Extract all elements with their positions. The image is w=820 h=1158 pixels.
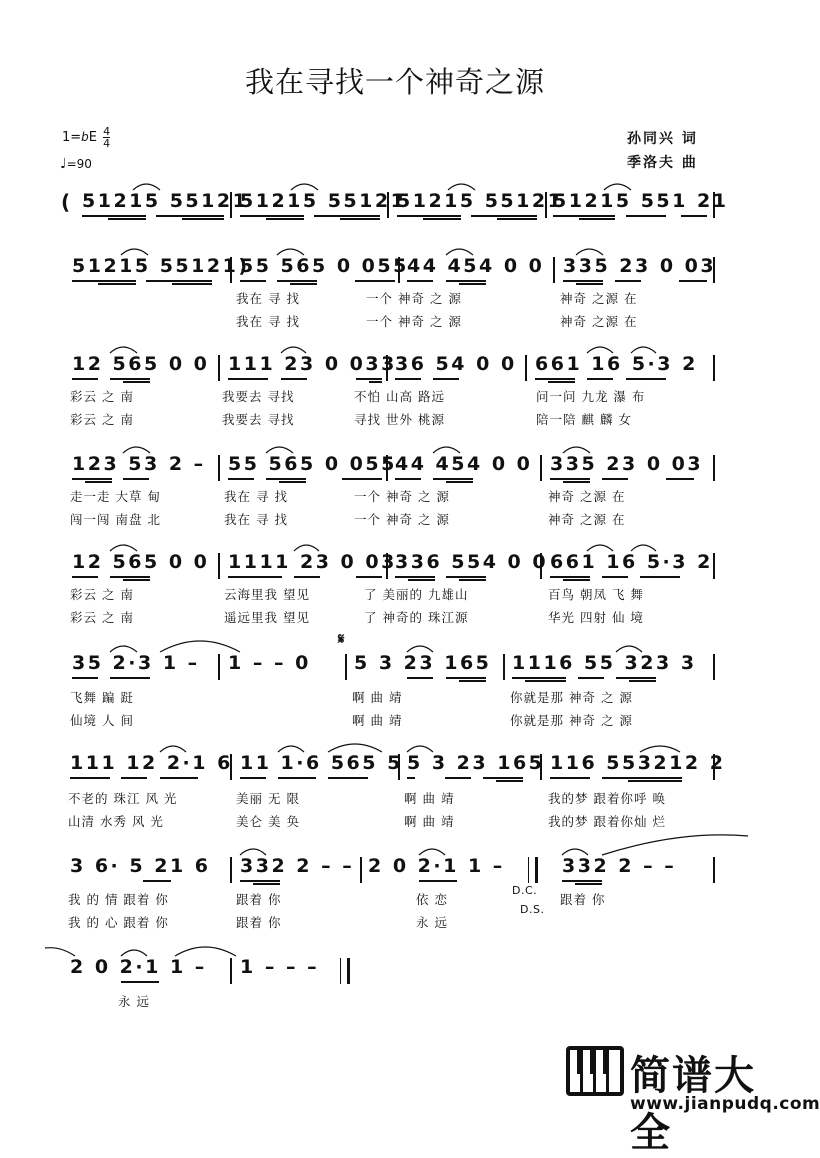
final-barline xyxy=(340,958,350,984)
beam-underline xyxy=(182,218,224,220)
lyric-line: 啊 曲 靖 xyxy=(404,791,455,806)
lyric-line: 了 美丽的 九雄山 xyxy=(364,587,469,602)
staff-line-8 xyxy=(0,855,790,935)
beam-underline xyxy=(266,218,304,220)
logo-text: 简谱大全 xyxy=(630,1053,756,1156)
lyric-line: 彩云 之 南 xyxy=(70,587,134,602)
beam-underline xyxy=(497,218,537,220)
beam-underline xyxy=(397,215,461,217)
beam-underline xyxy=(228,576,282,578)
tempo-marking: ♩=90 xyxy=(60,156,92,172)
beam-underline xyxy=(681,215,707,217)
measure: 51215 55121) xyxy=(72,255,250,277)
staff-line-6 xyxy=(0,630,790,732)
beam-underline xyxy=(72,478,112,480)
beam-underline xyxy=(72,677,98,679)
measure: 661 16 5·3 2 xyxy=(550,551,713,573)
beam-underline xyxy=(407,677,433,679)
lyric-line: 遥远里我 望见 xyxy=(224,610,310,625)
piano-icon xyxy=(566,1046,624,1096)
beam-underline xyxy=(496,780,523,782)
beam-underline xyxy=(290,283,317,285)
lyric-line: 彩云 之 南 xyxy=(70,412,134,427)
measure: 51215 551 21 xyxy=(553,190,729,212)
beam-underline xyxy=(342,478,382,480)
barline xyxy=(360,857,362,883)
beam-underline xyxy=(563,481,590,483)
beam-underline xyxy=(626,215,666,217)
beam-underline xyxy=(240,215,304,217)
beam-underline xyxy=(629,680,656,682)
lyric-line: 仙境 人 间 xyxy=(70,713,134,728)
lyric-line: 彩云 之 南 xyxy=(70,610,134,625)
lyric-line: 云海里我 望见 xyxy=(224,587,310,602)
barline xyxy=(230,958,232,984)
beam-underline xyxy=(512,677,566,679)
beam-underline xyxy=(253,883,280,885)
measure: 335 23 0 03 xyxy=(550,453,704,475)
beam-underline xyxy=(602,777,682,779)
beam-underline xyxy=(602,576,628,578)
lyric-line: 神奇 之源 在 xyxy=(560,314,638,329)
beam-underline xyxy=(640,576,680,578)
lyric-line: 陪一陪 麒 麟 女 xyxy=(536,412,632,427)
barline xyxy=(713,455,715,481)
beam-underline xyxy=(156,215,224,217)
flat-sign: b xyxy=(81,130,89,144)
key-signature: $1=bE \frac{4}{4}$ xyxy=(62,125,111,150)
measure: 36 54 0 0 xyxy=(395,353,517,375)
beam-underline xyxy=(563,579,590,581)
beam-underline xyxy=(369,381,382,383)
lyric-line: 依 恋 xyxy=(416,892,448,907)
beam-underline xyxy=(266,478,306,480)
measure: 55 565 0 055 xyxy=(240,255,409,277)
barline xyxy=(345,654,347,680)
beam-underline xyxy=(407,280,433,282)
lyric-line: 跟着 你 xyxy=(236,892,282,907)
beam-underline xyxy=(82,215,146,217)
beam-underline xyxy=(395,378,421,380)
beam-underline xyxy=(356,378,382,380)
beam-underline xyxy=(121,981,159,983)
beam-underline xyxy=(423,218,461,220)
measure: 5 3 23 165 xyxy=(407,752,545,774)
beam-underline xyxy=(314,215,380,217)
beam-underline xyxy=(562,880,602,882)
beam-underline xyxy=(446,481,473,483)
lyric-line: 我要去 寻找 xyxy=(222,412,295,427)
beam-underline xyxy=(146,280,212,282)
lyric-line: 不怕 山高 路远 xyxy=(354,389,445,404)
staff-line-1 xyxy=(0,190,790,254)
measure: 51215 55121 xyxy=(240,190,407,212)
beam-underline xyxy=(110,576,150,578)
beam-underline xyxy=(356,576,382,578)
beam-underline xyxy=(110,378,150,380)
beam-underline xyxy=(408,579,435,581)
logo-url: www.jianpudq.com xyxy=(630,1094,820,1114)
measure: 51215 55121 xyxy=(397,190,564,212)
beam-underline xyxy=(666,478,694,480)
beam-underline xyxy=(123,478,149,480)
beam-underline xyxy=(578,677,604,679)
barline xyxy=(218,455,220,481)
beam-underline xyxy=(277,280,317,282)
measure: 1116 55 323 3 xyxy=(512,652,697,674)
beam-underline xyxy=(471,215,537,217)
measure: 12 565 0 0 xyxy=(72,551,210,573)
lyric-line: 一个 神奇 之 源 xyxy=(354,489,450,504)
measure: 5 3 23 165 xyxy=(354,652,492,674)
beam-underline xyxy=(587,378,613,380)
beam-underline xyxy=(294,576,320,578)
beam-underline xyxy=(626,378,666,380)
beam-underline xyxy=(550,576,590,578)
measure: 332 2 – – xyxy=(562,855,677,877)
beam-underline xyxy=(419,880,457,882)
barline xyxy=(553,257,555,283)
beam-underline xyxy=(433,478,473,480)
beam-underline xyxy=(395,576,435,578)
lyric-line: 我在 寻 找 xyxy=(236,291,300,306)
lyric-line: 一个 神奇 之 源 xyxy=(354,512,450,527)
barline xyxy=(230,857,232,883)
dc-marking: D.C. xyxy=(512,884,538,897)
beam-underline xyxy=(240,880,280,882)
lyric-line: 神奇 之源 在 xyxy=(560,291,638,306)
beam-underline xyxy=(616,677,656,679)
beam-underline xyxy=(108,218,146,220)
measure: 11 1·6 565 5 xyxy=(240,752,403,774)
barline xyxy=(540,455,542,481)
lyric-line: 我在 寻 找 xyxy=(236,314,300,329)
beam-underline xyxy=(72,378,98,380)
beam-underline xyxy=(628,780,682,782)
lyric-line: 你就是那 神奇 之 源 xyxy=(510,713,633,728)
lyric-line: 我在 寻 找 xyxy=(224,489,288,504)
beam-underline xyxy=(355,280,395,282)
measure: 12 565 0 0 xyxy=(72,353,210,375)
beam-underline xyxy=(459,579,486,581)
beam-underline xyxy=(576,283,603,285)
staff-line-7 xyxy=(0,752,790,832)
measure: 332 2 – – xyxy=(240,855,355,877)
barline xyxy=(218,355,220,381)
beam-underline xyxy=(85,481,112,483)
lyric-line: 我在 寻 找 xyxy=(224,512,288,527)
beam-underline xyxy=(459,283,486,285)
lyric-line: 跟着 你 xyxy=(236,915,282,930)
beam-underline xyxy=(679,280,707,282)
lyric-line: 啊 曲 靖 xyxy=(404,814,455,829)
beam-underline xyxy=(121,777,147,779)
beam-underline xyxy=(143,880,171,882)
beam-underline xyxy=(228,378,268,380)
barline xyxy=(713,857,715,883)
beam-underline xyxy=(110,677,150,679)
beam-underline xyxy=(70,777,110,779)
lyric-line: 跟着 你 xyxy=(560,892,606,907)
staff-line-3 xyxy=(0,353,790,433)
beam-underline xyxy=(525,680,566,682)
beam-underline xyxy=(172,283,212,285)
beam-underline xyxy=(328,777,368,779)
staff-line-4 xyxy=(0,453,790,533)
segno-sign: 𝄋 xyxy=(338,630,345,648)
beam-underline xyxy=(278,777,316,779)
lyric-line: 我 的 情 跟着 你 xyxy=(68,892,169,907)
lyric-line: 永 远 xyxy=(416,915,448,930)
beam-underline xyxy=(72,576,98,578)
beam-underline xyxy=(550,777,590,779)
beam-underline xyxy=(548,381,575,383)
beam-underline xyxy=(395,478,421,480)
beam-underline xyxy=(550,478,590,480)
staff-line-5 xyxy=(0,551,790,631)
beam-underline xyxy=(240,777,266,779)
measure: 3 6· 5 21 6 xyxy=(70,855,211,877)
lyric-line: 问一问 九龙 瀑 布 xyxy=(536,389,646,404)
measure: 35 2·3 1 – xyxy=(72,652,200,674)
measure: 116 553212 2 xyxy=(550,752,726,774)
measure: 51215 55121 xyxy=(82,190,249,212)
lyric-line: 神奇 之源 在 xyxy=(548,512,626,527)
beam-underline xyxy=(563,280,603,282)
ds-marking: D.S. xyxy=(520,903,545,916)
beam-underline xyxy=(407,777,415,779)
lyric-line: 寻找 世外 桃源 xyxy=(354,412,445,427)
measure: 123 53 2 – xyxy=(72,453,206,475)
beam-underline xyxy=(446,677,486,679)
measure: 661 16 5·3 2 xyxy=(535,353,698,375)
measure: 1 – – – xyxy=(240,956,320,978)
barline xyxy=(713,553,715,579)
beam-underline xyxy=(459,680,486,682)
beam-underline xyxy=(553,215,615,217)
barline xyxy=(713,355,715,381)
measure: 335 23 0 03 xyxy=(563,255,717,277)
site-logo xyxy=(566,1046,820,1156)
beam-underline xyxy=(340,218,380,220)
lyric-line: 闯一闯 南盘 北 xyxy=(70,512,161,527)
measure: 44 454 0 0 xyxy=(395,453,533,475)
beam-underline xyxy=(433,378,459,380)
beam-underline xyxy=(281,378,307,380)
barline xyxy=(218,654,220,680)
lyric-line: 不老的 珠江 风 光 xyxy=(68,791,178,806)
lyric-line: 百鸟 朝凤 飞 舞 xyxy=(548,587,644,602)
barline xyxy=(713,654,715,680)
lyric-line: 啊 曲 靖 xyxy=(352,690,403,705)
beam-underline xyxy=(160,777,198,779)
lyric-line: 飞舞 蹁 跹 xyxy=(70,690,134,705)
lyric-line: 我的梦 跟着你呼 唤 xyxy=(548,791,666,806)
beam-underline xyxy=(535,378,575,380)
beam-underline xyxy=(240,280,266,282)
beam-underline xyxy=(445,777,471,779)
measure: 336 554 0 0 xyxy=(395,551,549,573)
lyric-line: 我要去 寻找 xyxy=(222,389,295,404)
lyric-line: 一个 神奇 之 源 xyxy=(366,314,462,329)
time-signature: $\frac{4}{4}$ xyxy=(103,125,111,150)
lyric-line: 神奇 之源 在 xyxy=(548,489,626,504)
measure: 2 0 2·1 1 – xyxy=(368,855,505,877)
lyric-line: 山清 水秀 风 光 xyxy=(68,814,164,829)
lyric-line: 彩云 之 南 xyxy=(70,389,134,404)
barline xyxy=(218,553,220,579)
song-title: 我在寻找一个神奇之源 xyxy=(244,65,545,99)
beam-underline xyxy=(98,283,136,285)
lyricist-credit: 孙同兴 词 xyxy=(627,131,698,147)
measure: 44 454 0 0 xyxy=(407,255,545,277)
lyric-line: 我 的 心 跟着 你 xyxy=(68,915,169,930)
lyric-line: 啊 曲 靖 xyxy=(352,713,403,728)
composer-credit: 季洛夫 曲 xyxy=(627,155,698,171)
open-paren: ( xyxy=(61,190,71,214)
measure: 1 – – 0 xyxy=(228,652,311,674)
measure: 111 12 2·1 6 xyxy=(70,752,233,774)
barline xyxy=(525,355,527,381)
beam-underline xyxy=(575,883,602,885)
beam-underline xyxy=(279,481,306,483)
lyric-line: 你就是那 神奇 之 源 xyxy=(510,690,633,705)
lyric-line: 走一走 大草 甸 xyxy=(70,489,161,504)
beam-underline xyxy=(615,280,641,282)
staff-line-2 xyxy=(0,255,790,335)
lyric-line: 了 神奇的 珠江源 xyxy=(364,610,469,625)
beam-underline xyxy=(579,218,615,220)
measure: 1111 23 0 03 xyxy=(228,551,397,573)
staff-line-9 xyxy=(0,956,790,1016)
lyric-line: 一个 神奇 之 源 xyxy=(366,291,462,306)
beam-underline xyxy=(72,280,136,282)
barline xyxy=(503,654,505,680)
lyric-line: 华光 四射 仙 境 xyxy=(548,610,644,625)
measure: 2 0 2·1 1 – xyxy=(70,956,207,978)
double-barline xyxy=(528,857,538,883)
beam-underline xyxy=(446,280,486,282)
lyric-line: 美仑 美 奂 xyxy=(236,814,300,829)
lyric-line: 我的梦 跟着你灿 烂 xyxy=(548,814,666,829)
beam-underline xyxy=(602,478,628,480)
measure: 55 565 0 055 xyxy=(228,453,397,475)
lyric-line: 美丽 无 限 xyxy=(236,791,300,806)
beam-underline xyxy=(123,381,150,383)
lyric-line: 永 远 xyxy=(118,994,150,1009)
measure: 111 23 0 033 xyxy=(228,353,397,375)
beam-underline xyxy=(446,576,486,578)
beam-underline xyxy=(483,777,523,779)
beam-underline xyxy=(123,579,150,581)
beam-underline xyxy=(228,478,254,480)
